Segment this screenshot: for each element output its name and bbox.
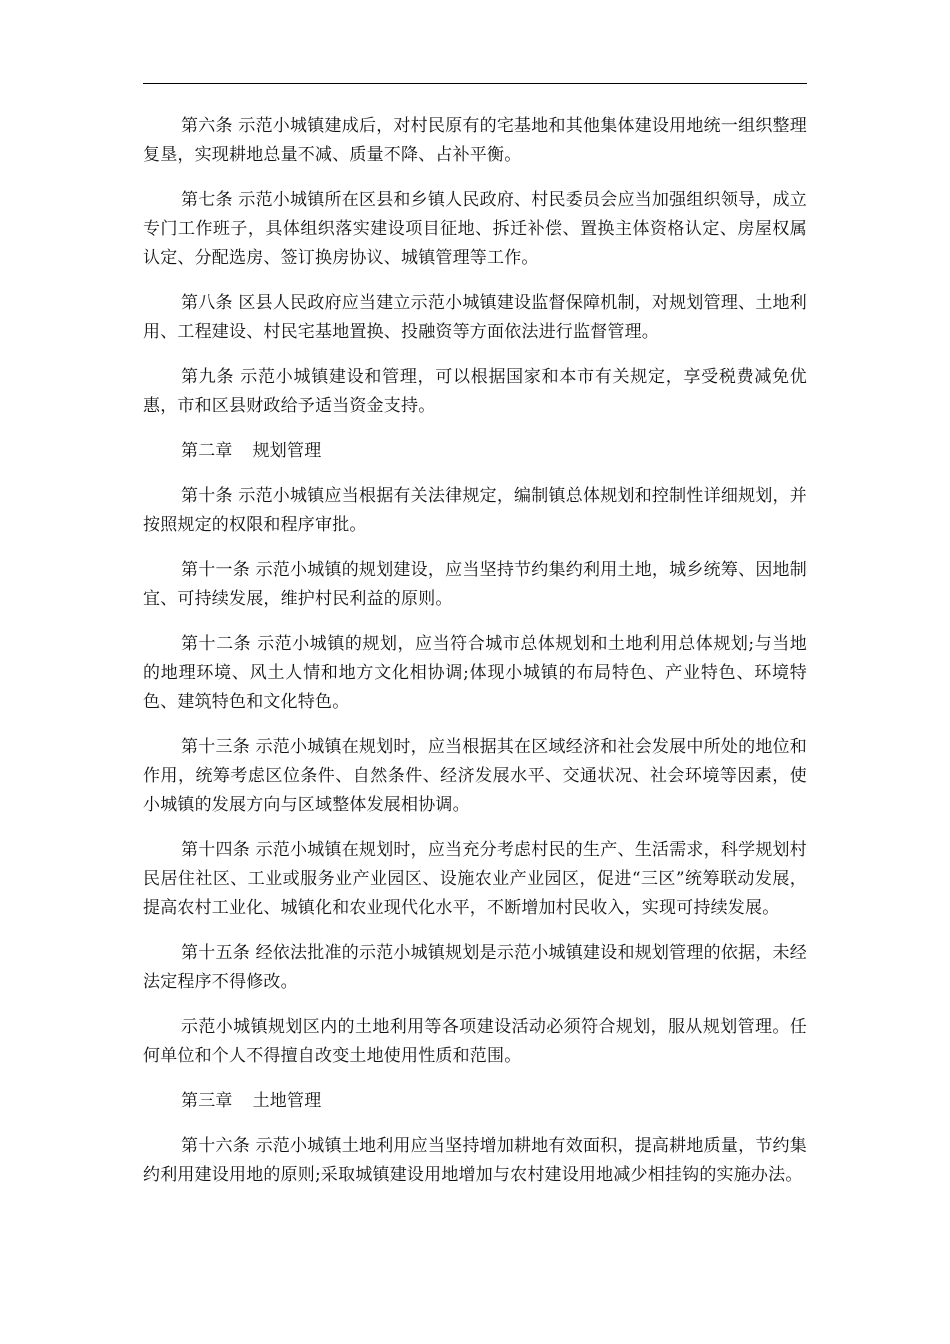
article-15-paragraph-2: 示范小城镇规划区内的土地利用等各项建设活动必须符合规划，服从规划管理。任何单位和个人不得擅自改变土地使用性质和范围。 [143, 1017, 807, 1066]
document-body [143, 112, 807, 1206]
article-12: 第十二条 示范小城镇的规划，应当符合城市总体规划和土地利用总体规划;与当地的地理环境、风土人情和地方文化相协调;体现小城镇的布局特色、产业特色、环境特色、建筑特色和文化特色。 [143, 634, 807, 712]
chapter-3-heading [143, 1087, 807, 1116]
chapter-3-number: 第三章 [181, 1091, 233, 1111]
article-14: 第十四条 示范小城镇在规划时，应当充分考虑村民的生产、生活需求，科学规划村民居住社区、工业或服务业产业园区、设施农业产业园区，促进“三区”统筹联动发展，提高农村工业化、城镇化和农业现代化水平，不断增加村民收入，实现可持续发展。 [143, 840, 807, 918]
article-6: 第六条 示范小城镇建成后，对村民原有的宅基地和其他集体建设用地统一组织整理复垦，实现耕地总量不减、质量不降、占补平衡。 [143, 116, 807, 165]
article-8: 第八条 区县人民政府应当建立示范小城镇建设监督保障机制，对规划管理、土地利用、工程建设、村民宅基地置换、投融资等方面依法进行监督管理。 [143, 293, 807, 342]
article-10: 第十条 示范小城镇应当根据有关法律规定，编制镇总体规划和控制性详细规划，并按照规定的权限和程序审批。 [143, 486, 807, 535]
article-11: 第十一条 示范小城镇的规划建设，应当坚持节约集约利用土地，城乡统筹、因地制宜、可持续发展，维护村民利益的原则。 [143, 560, 807, 609]
article-9: 第九条 示范小城镇建设和管理，可以根据国家和本市有关规定，享受税费减免优惠，市和区县财政给予适当资金支持。 [143, 367, 807, 416]
article-15: 第十五条 经依法批准的示范小城镇规划是示范小城镇建设和规划管理的依据，未经法定程序不得修改。 [143, 943, 807, 992]
chapter-2-number: 第二章 [181, 441, 233, 461]
header-rule [143, 83, 807, 84]
chapter-3-title: 土地管理 [252, 1091, 322, 1111]
chapter-2-heading [143, 437, 807, 466]
article-13: 第十三条 示范小城镇在规划时，应当根据其在区域经济和社会发展中所处的地位和作用，统筹考虑区位条件、自然条件、经济发展水平、交通状况、社会环境等因素，使小城镇的发展方向与区域整体发展相协调。 [143, 737, 807, 815]
article-7: 第七条 示范小城镇所在区县和乡镇人民政府、村民委员会应当加强组织领导，成立专门工作班子，具体组织落实建设项目征地、拆迁补偿、置换主体资格认定、房屋权属认定、分配选房、签订换房协议、城镇管理等工作。 [143, 190, 807, 268]
article-16: 第十六条 示范小城镇土地利用应当坚持增加耕地有效面积，提高耕地质量，节约集约利用建设用地的原则;采取城镇建设用地增加与农村建设用地减少相挂钩的实施办法。 [143, 1136, 807, 1185]
chapter-2-title: 规划管理 [252, 441, 322, 461]
